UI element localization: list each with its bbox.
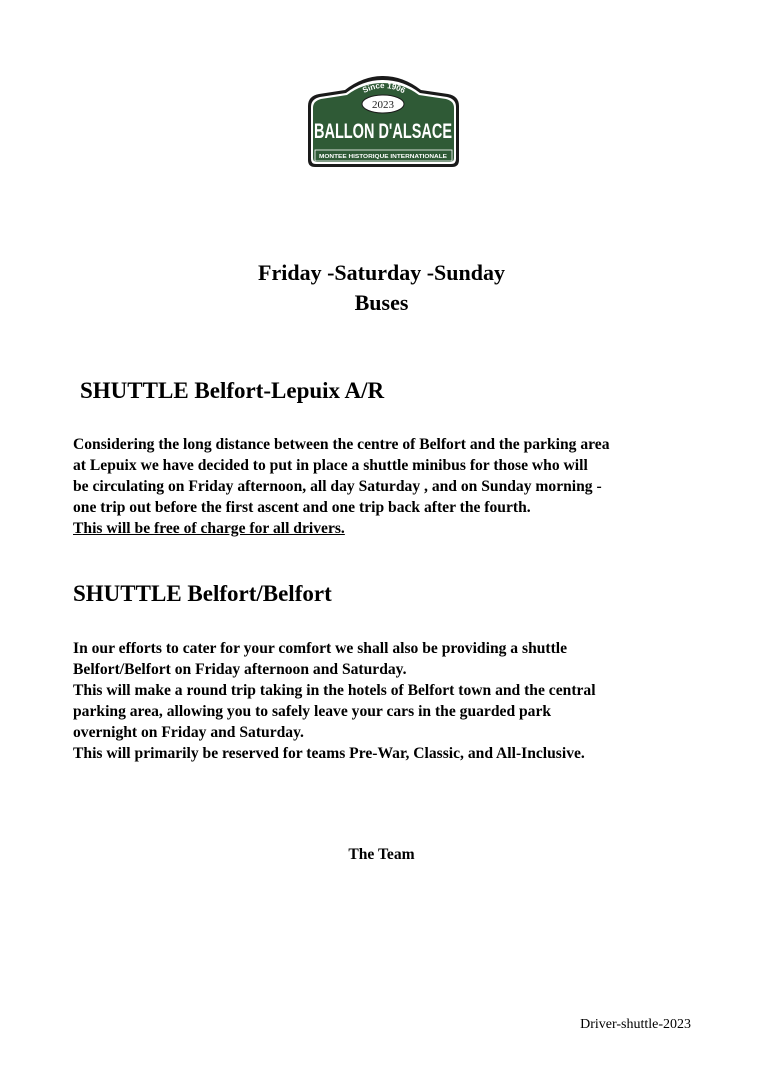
- title-buses: Buses: [354, 290, 409, 315]
- body-line: be circulating on Friday afternoon, all day Saturday , and on Sunday morning -: [73, 478, 602, 495]
- body-line: one trip out before the first ascent and one trip back after the fourth.: [73, 499, 531, 516]
- body-line: overnight on Friday and Saturday.: [73, 724, 304, 741]
- section-body-lepuix: [73, 434, 723, 539]
- document-footer: Driver-shuttle-2023: [580, 1017, 691, 1032]
- section-heading-belfort: SHUTTLE Belfort/Belfort: [73, 581, 332, 606]
- body-line: In our efforts to cater for your comfort we shall also be providing a shuttle: [73, 640, 568, 657]
- section-body-belfort: [73, 638, 723, 764]
- logo-subtitle: MONTEE HISTORIQUE INTERNATIONALE: [319, 154, 448, 160]
- title-days: Friday -Saturday -Sunday: [258, 260, 505, 285]
- body-line: parking area, allowing you to safely leave your cars in the guarded park: [73, 703, 552, 720]
- body-line: This will make a round trip taking in the hotels of Belfort town and the central: [73, 682, 596, 699]
- logo-since-text: Since 1906: [361, 80, 407, 96]
- free-of-charge-note: This will be free of charge for all drivers.: [73, 520, 345, 537]
- body-line: Considering the long distance between the centre of Belfort and the parking area: [73, 436, 610, 453]
- logo-name: BALLON D'ALSACE: [314, 120, 452, 143]
- signature: The Team: [348, 846, 415, 863]
- logo-year: 2023: [372, 99, 394, 111]
- body-line: This will primarily be reserved for teams Pre-War, Classic, and All-Inclusive.: [73, 745, 585, 762]
- body-line: at Lepuix we have decided to put in place a shuttle minibus for those who will: [73, 457, 588, 474]
- event-logo: [305, 76, 462, 168]
- section-heading-lepuix: SHUTTLE Belfort-Lepuix A/R: [80, 378, 385, 403]
- page-title: [0, 258, 763, 318]
- body-line: Belfort/Belfort on Friday afternoon and Saturday.: [73, 661, 407, 678]
